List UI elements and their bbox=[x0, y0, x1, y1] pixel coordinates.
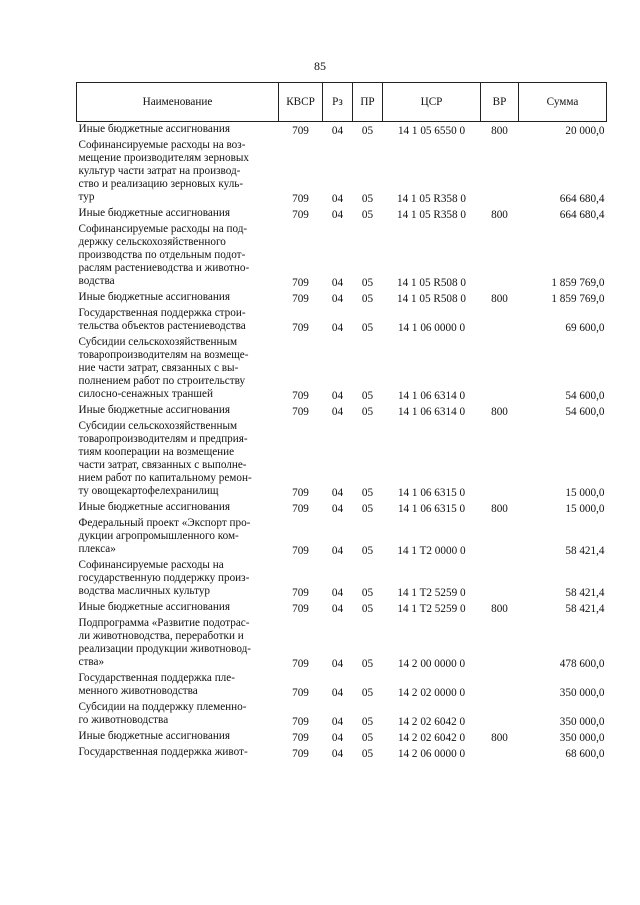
header-rz: Рз bbox=[323, 83, 353, 122]
cell-vr bbox=[481, 671, 519, 700]
cell-kvsr: 709 bbox=[292, 390, 309, 402]
header-sum: Сумма bbox=[519, 83, 607, 122]
cell-pr: 05 bbox=[361, 487, 374, 499]
cell-name: Государственная поддержка живот- bbox=[78, 746, 248, 758]
cell-csr: 14 1 05 R358 0 bbox=[397, 193, 466, 205]
cell-vr bbox=[481, 745, 519, 761]
cell-sum: 58 421,4 bbox=[565, 603, 605, 615]
cell-kvsr: 709 bbox=[292, 293, 309, 305]
cell-csr: 14 1 06 6314 0 bbox=[397, 406, 466, 418]
cell-vr: 800 bbox=[491, 603, 508, 615]
budget-table bbox=[76, 82, 607, 761]
header-vr: ВР bbox=[481, 83, 519, 122]
cell-sum: 68 600,0 bbox=[565, 748, 605, 760]
cell-sum: 664 680,4 bbox=[559, 209, 605, 221]
cell-vr bbox=[481, 306, 519, 335]
cell-vr: 800 bbox=[491, 503, 508, 515]
table-row bbox=[77, 745, 607, 761]
cell-pr: 05 bbox=[361, 545, 374, 557]
cell-pr: 05 bbox=[361, 322, 374, 334]
cell-rz: 04 bbox=[331, 687, 344, 699]
cell-sum: 69 600,0 bbox=[565, 322, 605, 334]
cell-name: Софинансируемые расходы на под- держку сельскохозяйственного производства по отдельным подот- раслям растениеводства и животно- водства bbox=[78, 223, 250, 287]
header-pr: ПР bbox=[353, 83, 383, 122]
cell-kvsr: 709 bbox=[292, 322, 309, 334]
cell-kvsr: 709 bbox=[292, 603, 309, 615]
cell-sum: 664 680,4 bbox=[559, 193, 605, 205]
table-body bbox=[77, 122, 607, 762]
cell-kvsr: 709 bbox=[292, 487, 309, 499]
cell-name: Субсидии сельскохозяйственным товаропроизводителям на возмеще- ние части затрат, связанных с вы- полнением работ по строительству силосно-сенажных траншей bbox=[78, 336, 249, 400]
table-row bbox=[77, 616, 607, 671]
cell-kvsr: 709 bbox=[292, 732, 309, 744]
cell-name: Иные бюджетные ассигнования bbox=[78, 207, 230, 219]
page-number: 85 bbox=[314, 59, 326, 73]
cell-vr bbox=[481, 138, 519, 206]
cell-kvsr: 709 bbox=[292, 748, 309, 760]
table-row bbox=[77, 671, 607, 700]
cell-vr bbox=[481, 335, 519, 403]
cell-rz: 04 bbox=[331, 390, 344, 402]
header-csr: ЦСР bbox=[383, 83, 481, 122]
table-row bbox=[77, 419, 607, 500]
cell-pr: 05 bbox=[361, 658, 374, 670]
cell-sum: 15 000,0 bbox=[565, 487, 605, 499]
cell-csr: 14 1 06 6315 0 bbox=[397, 503, 466, 515]
cell-rz: 04 bbox=[331, 587, 344, 599]
cell-csr: 14 1 05 6550 0 bbox=[397, 125, 466, 137]
cell-name: Иные бюджетные ассигнования bbox=[78, 501, 230, 513]
cell-pr: 05 bbox=[361, 732, 374, 744]
cell-csr: 14 2 00 0000 0 bbox=[397, 658, 466, 670]
cell-pr: 05 bbox=[361, 503, 374, 515]
cell-pr: 05 bbox=[361, 277, 374, 289]
table-row bbox=[77, 729, 607, 745]
cell-pr: 05 bbox=[361, 390, 374, 402]
cell-name: Софинансируемые расходы на воз- мещение производителям зерновых культур части затрат на производ- ство и реализацию зерновых куль- тур bbox=[78, 139, 250, 203]
cell-rz: 04 bbox=[331, 293, 344, 305]
cell-sum: 15 000,0 bbox=[565, 503, 605, 515]
table-header-row bbox=[77, 83, 607, 122]
cell-csr: 14 1 06 6315 0 bbox=[397, 487, 466, 499]
cell-sum: 350 000,0 bbox=[559, 716, 605, 728]
cell-rz: 04 bbox=[331, 487, 344, 499]
cell-rz: 04 bbox=[331, 748, 344, 760]
table-row bbox=[77, 500, 607, 516]
cell-kvsr: 709 bbox=[292, 658, 309, 670]
cell-rz: 04 bbox=[331, 209, 344, 221]
cell-rz: 04 bbox=[331, 277, 344, 289]
cell-name: Иные бюджетные ассигнования bbox=[78, 291, 230, 303]
cell-vr bbox=[481, 616, 519, 671]
table-row bbox=[77, 306, 607, 335]
cell-sum: 350 000,0 bbox=[559, 732, 605, 744]
cell-sum: 20 000,0 bbox=[565, 125, 605, 137]
cell-csr: 14 1 06 0000 0 bbox=[397, 322, 466, 334]
cell-pr: 05 bbox=[361, 587, 374, 599]
cell-csr: 14 2 02 6042 0 bbox=[397, 716, 466, 728]
cell-kvsr: 709 bbox=[292, 209, 309, 221]
cell-rz: 04 bbox=[331, 406, 344, 418]
cell-csr: 14 2 02 6042 0 bbox=[397, 732, 466, 744]
cell-pr: 05 bbox=[361, 293, 374, 305]
cell-sum: 1 859 769,0 bbox=[551, 293, 605, 305]
table-row bbox=[77, 222, 607, 290]
cell-pr: 05 bbox=[361, 193, 374, 205]
cell-pr: 05 bbox=[361, 716, 374, 728]
cell-name: Иные бюджетные ассигнования bbox=[78, 404, 230, 416]
cell-pr: 05 bbox=[361, 748, 374, 760]
cell-kvsr: 709 bbox=[292, 545, 309, 557]
table-row bbox=[77, 335, 607, 403]
cell-rz: 04 bbox=[331, 545, 344, 557]
cell-csr: 14 2 06 0000 0 bbox=[397, 748, 466, 760]
cell-name: Иные бюджетные ассигнования bbox=[78, 601, 230, 613]
cell-vr bbox=[481, 558, 519, 600]
cell-csr: 14 1 06 6314 0 bbox=[397, 390, 466, 402]
cell-csr: 14 1 T2 0000 0 bbox=[397, 545, 466, 557]
header-name: Наименование bbox=[77, 83, 279, 122]
cell-name: Субсидии сельскохозяйственным товаропроизводителям и предприя- тиям кооперации на возмещение части затрат, связанных с выполне- нием работ по капитальному ремон- ту овощекартофелехранилищ bbox=[78, 420, 252, 497]
cell-rz: 04 bbox=[331, 193, 344, 205]
cell-sum: 58 421,4 bbox=[565, 545, 605, 557]
cell-vr: 800 bbox=[491, 293, 508, 305]
cell-csr: 14 2 02 0000 0 bbox=[397, 687, 466, 699]
cell-rz: 04 bbox=[331, 125, 344, 137]
cell-csr: 14 1 05 R508 0 bbox=[397, 293, 466, 305]
cell-name: Субсидии на поддержку племенно- го животноводства bbox=[78, 701, 247, 726]
cell-kvsr: 709 bbox=[292, 193, 309, 205]
cell-vr: 800 bbox=[491, 406, 508, 418]
table-row bbox=[77, 290, 607, 306]
cell-rz: 04 bbox=[331, 658, 344, 670]
cell-pr: 05 bbox=[361, 406, 374, 418]
cell-name: Иные бюджетные ассигнования bbox=[78, 730, 230, 742]
cell-sum: 350 000,0 bbox=[559, 687, 605, 699]
cell-vr bbox=[481, 222, 519, 290]
cell-rz: 04 bbox=[331, 603, 344, 615]
cell-name: Федеральный проект «Экспорт про- дукции агропромышленного ком- плекса» bbox=[78, 517, 251, 555]
cell-vr bbox=[481, 516, 519, 558]
cell-kvsr: 709 bbox=[292, 406, 309, 418]
cell-vr: 800 bbox=[491, 732, 508, 744]
cell-rz: 04 bbox=[331, 732, 344, 744]
cell-name: Подпрограмма «Развитие подотрас- ли животноводства, переработки и реализации продукции животновод- ства» bbox=[78, 617, 252, 668]
cell-kvsr: 709 bbox=[292, 687, 309, 699]
cell-kvsr: 709 bbox=[292, 587, 309, 599]
cell-vr: 800 bbox=[491, 209, 508, 221]
cell-name: Государственная поддержка строи- тельства объектов растениеводства bbox=[78, 307, 246, 332]
cell-name: Иные бюджетные ассигнования bbox=[78, 123, 230, 135]
cell-sum: 54 600,0 bbox=[565, 406, 605, 418]
cell-sum: 54 600,0 bbox=[565, 390, 605, 402]
cell-vr bbox=[481, 700, 519, 729]
cell-name: Софинансируемые расходы на государственную поддержку произ- водства масличных культур bbox=[78, 559, 250, 597]
cell-pr: 05 bbox=[361, 687, 374, 699]
table-row bbox=[77, 600, 607, 616]
table-row bbox=[77, 138, 607, 206]
cell-kvsr: 709 bbox=[292, 277, 309, 289]
header-kvsr: КВСР bbox=[279, 83, 323, 122]
cell-vr: 800 bbox=[491, 125, 508, 137]
cell-csr: 14 1 T2 5259 0 bbox=[397, 603, 466, 615]
cell-sum: 58 421,4 bbox=[565, 587, 605, 599]
table-row bbox=[77, 206, 607, 222]
cell-pr: 05 bbox=[361, 125, 374, 137]
table-row bbox=[77, 516, 607, 558]
cell-csr: 14 1 05 R508 0 bbox=[397, 277, 466, 289]
cell-rz: 04 bbox=[331, 716, 344, 728]
cell-kvsr: 709 bbox=[292, 125, 309, 137]
cell-kvsr: 709 bbox=[292, 503, 309, 515]
cell-vr bbox=[481, 419, 519, 500]
cell-rz: 04 bbox=[331, 503, 344, 515]
table-row bbox=[77, 700, 607, 729]
cell-csr: 14 1 T2 5259 0 bbox=[397, 587, 466, 599]
cell-csr: 14 1 05 R358 0 bbox=[397, 209, 466, 221]
cell-pr: 05 bbox=[361, 209, 374, 221]
table-row bbox=[77, 403, 607, 419]
cell-sum: 478 600,0 bbox=[559, 658, 605, 670]
cell-rz: 04 bbox=[331, 322, 344, 334]
table-row bbox=[77, 558, 607, 600]
table-row bbox=[77, 122, 607, 139]
cell-pr: 05 bbox=[361, 603, 374, 615]
cell-kvsr: 709 bbox=[292, 716, 309, 728]
cell-name: Государственная поддержка пле- менного животноводства bbox=[78, 672, 235, 697]
cell-sum: 1 859 769,0 bbox=[551, 277, 605, 289]
